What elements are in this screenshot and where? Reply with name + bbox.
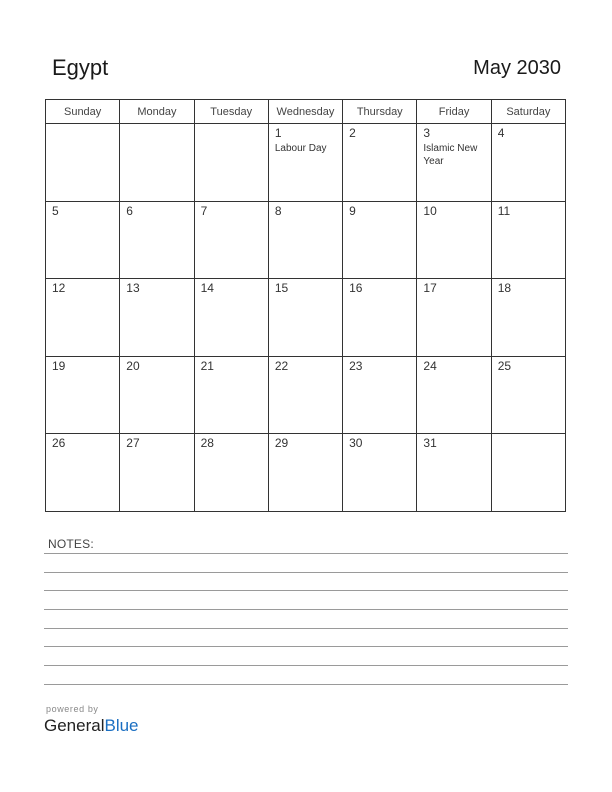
day-cell — [417, 434, 491, 512]
day-cell — [46, 201, 120, 279]
week-row — [46, 124, 566, 202]
day-cell — [343, 279, 417, 357]
month-year-title: May 2030 — [473, 57, 561, 79]
day-cell — [343, 201, 417, 279]
week-row — [46, 356, 566, 434]
day-cell — [194, 279, 268, 357]
day-cell — [46, 434, 120, 512]
country-title: Egypt — [52, 55, 109, 80]
day-cell — [491, 124, 565, 202]
weekday-header-row — [46, 100, 566, 124]
day-number: 1 — [274, 126, 282, 140]
day-number: 9 — [349, 203, 356, 218]
day-number: 28 — [200, 436, 214, 451]
day-number: 22 — [274, 358, 289, 373]
day-cell — [491, 279, 565, 357]
weekday-header: Sunday — [46, 100, 120, 124]
weekday-header: Saturday — [491, 100, 565, 124]
day-number: 5 — [52, 203, 59, 218]
holiday-label: Islamic New Year — [423, 143, 478, 167]
day-number: 8 — [274, 203, 282, 218]
day-cell — [194, 356, 268, 434]
day-number: 20 — [126, 358, 140, 373]
day-cell — [194, 124, 268, 202]
day-cell — [417, 356, 491, 434]
day-cell — [417, 279, 491, 357]
day-number: 16 — [349, 281, 363, 296]
day-cell — [417, 201, 491, 279]
brand-part-blue: Blue — [104, 716, 139, 735]
day-number: 2 — [349, 126, 356, 140]
day-cell — [268, 279, 342, 357]
day-cell — [120, 356, 194, 434]
day-cell — [46, 356, 120, 434]
notes-label: NOTES: — [48, 537, 94, 551]
day-number: 27 — [126, 436, 140, 451]
day-number: 29 — [274, 436, 289, 451]
day-number: 25 — [497, 358, 512, 373]
day-number: 30 — [349, 436, 363, 451]
weekday-header: Friday — [417, 100, 491, 124]
day-number: 11 — [497, 203, 511, 218]
day-cell — [120, 124, 194, 202]
day-number: 6 — [126, 203, 133, 218]
generalblue-logo[interactable] — [44, 716, 139, 736]
day-cell — [46, 124, 120, 202]
day-number: 17 — [423, 281, 437, 296]
day-cell — [268, 124, 342, 202]
day-number: 21 — [200, 358, 214, 373]
note-line — [44, 572, 568, 573]
week-row — [46, 201, 566, 279]
day-cell — [46, 279, 120, 357]
note-line — [44, 665, 568, 666]
day-cell — [268, 201, 342, 279]
day-cell — [491, 356, 565, 434]
day-number: 14 — [200, 281, 214, 296]
calendar-grid — [45, 99, 566, 512]
day-number: 3 — [423, 126, 431, 140]
day-cell — [343, 124, 417, 202]
holiday-label: Labour Day — [274, 143, 327, 154]
day-cell — [343, 434, 417, 512]
brand-part-general: General — [44, 716, 105, 735]
note-line — [44, 553, 568, 554]
powered-by-text: powered by — [46, 704, 99, 714]
day-number: 23 — [349, 358, 363, 373]
note-line — [44, 590, 568, 591]
note-line — [44, 609, 568, 610]
day-number: 26 — [52, 436, 66, 451]
day-number: 19 — [52, 358, 66, 373]
day-number: 24 — [423, 358, 437, 373]
week-row — [46, 279, 566, 357]
day-number: 4 — [497, 126, 505, 140]
day-number: 12 — [52, 281, 66, 296]
day-cell — [491, 201, 565, 279]
day-number: 31 — [423, 436, 437, 451]
weekday-header: Monday — [120, 100, 194, 124]
note-line — [44, 646, 568, 647]
day-cell — [268, 356, 342, 434]
day-cell — [194, 201, 268, 279]
day-number: 10 — [423, 203, 437, 218]
day-number: 13 — [126, 281, 140, 296]
day-cell — [120, 434, 194, 512]
weekday-header: Tuesday — [194, 100, 268, 124]
day-number: 18 — [497, 281, 512, 296]
day-cell — [268, 434, 342, 512]
day-cell — [120, 279, 194, 357]
weekday-header: Thursday — [343, 100, 417, 124]
day-number: 15 — [274, 281, 289, 296]
week-row — [46, 434, 566, 512]
day-cell — [491, 434, 565, 512]
day-cell — [343, 356, 417, 434]
day-number: 7 — [200, 203, 208, 218]
weekday-header: Wednesday — [268, 100, 342, 124]
note-line — [44, 628, 568, 629]
day-cell — [417, 124, 491, 202]
note-line — [44, 684, 568, 685]
day-cell — [120, 201, 194, 279]
day-cell — [194, 434, 268, 512]
